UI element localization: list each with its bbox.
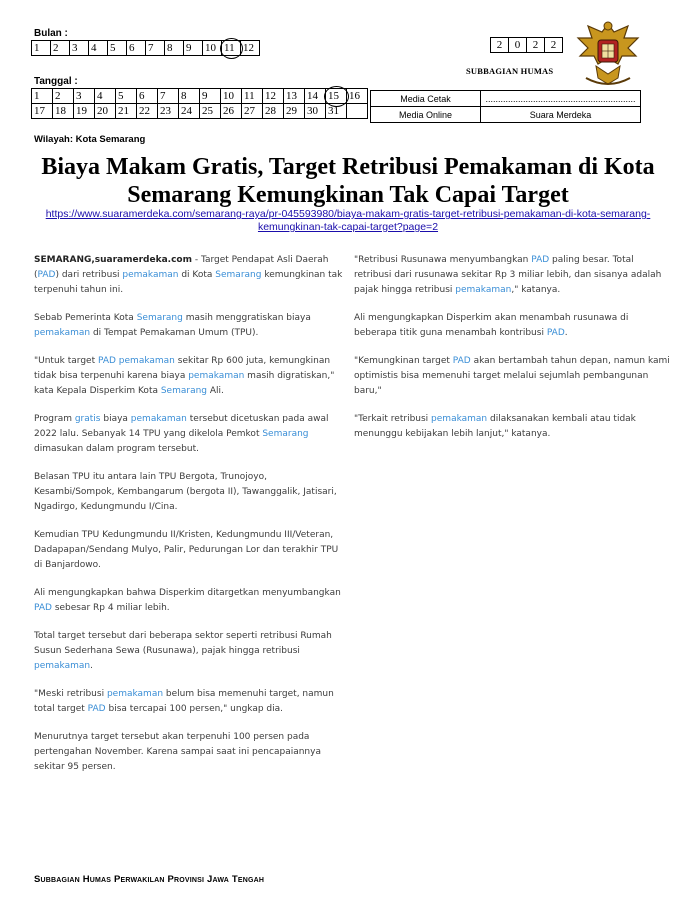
grid-cell	[347, 104, 368, 119]
keyword-link[interactable]: pemakaman	[130, 414, 187, 424]
text-span: paling besar. Total retribusi dari rusunawa sekitar Rp 3 miliar lebih, dan sisanya adalah pajak hingga retribusi	[354, 255, 662, 295]
grid-cell: 12	[241, 41, 260, 56]
text-span: Sebab Pemerinta Kota	[34, 313, 137, 323]
grid-cell: 14	[305, 89, 326, 104]
grid-cell: 5	[108, 41, 127, 56]
grid-cell: 10	[203, 41, 222, 56]
grid-cell: 24	[179, 104, 200, 119]
grid-cell: 16	[347, 89, 368, 104]
text-span: Belasan TPU itu antara lain TPU Bergota, Trunojoyo, Kesambi/Sompok, Kembangarum (bergota II), Tawanggalik, Jatisari, Ngadirgo, Kedungmundu I/Cina.	[34, 472, 337, 512]
grid-cell: 1	[32, 89, 53, 104]
selection-circle	[220, 38, 243, 59]
keyword-link[interactable]: pemakaman	[188, 371, 245, 381]
grid-cell: 3	[70, 41, 89, 56]
article-column-left	[34, 253, 346, 788]
keyword-link[interactable]: pemakaman	[431, 414, 488, 424]
keyword-link[interactable]: gratis	[74, 414, 101, 424]
grid-cell: 13	[284, 89, 305, 104]
media-cetak-value: ............................................................	[481, 91, 641, 107]
text-span: SEMARANG,suaramerdeka.com	[34, 255, 192, 265]
wilayah-label: Wilayah: Kota Semarang	[34, 134, 146, 145]
text-span: Kemudian TPU Kedungmundu II/Kristen, Kedungmundu III/Veteran, Dadapapan/Sendang Mulyo, Palir, Pedurungan Lor dan terakhir TPU di Banjardowo.	[34, 530, 339, 570]
article-paragraph	[34, 730, 346, 775]
article-paragraph	[34, 586, 346, 616]
keyword-link[interactable]: Semarang	[215, 270, 262, 280]
tanggal-label: Tanggal :	[34, 76, 78, 87]
text-span: Total target tersebut dari beberapa sektor seperti retribusi Rumah Susun Sederhana Sewa (Rusunawa), pajak hingga retribusi	[34, 631, 332, 656]
text-span: dimasukan dalam program tersebut.	[34, 444, 199, 454]
text-span: masih digratiskan," kata Kepala Disperkim Kota	[34, 371, 335, 396]
grid-cell: 25	[200, 104, 221, 119]
text-span: dilaksanakan kembali atau tidak menunggu kebijakan lebih lanjut," katanya.	[354, 414, 636, 439]
selection-circle	[324, 86, 349, 107]
grid-cell: 7	[146, 41, 165, 56]
text-span: Menurutnya target tersebut akan terpenuhi 100 persen pada pertengahan November. Karena sampai saat ini pencapaiannya sekitar 95 persen.	[34, 732, 321, 772]
text-span: .	[564, 328, 568, 338]
keyword-link[interactable]: PAD	[546, 328, 565, 338]
grid-cell: 11	[222, 41, 241, 56]
text-span: Ali mengungkapkan bahwa Disperkim ditargetkan menyumbangkan	[34, 588, 341, 598]
article-paragraph	[354, 253, 672, 298]
keyword-link[interactable]: Semarang	[262, 429, 309, 439]
grid-cell: 1	[32, 41, 51, 56]
text-span: sebesar Rp 4 miliar lebih.	[51, 603, 170, 613]
article-paragraph	[34, 354, 346, 399]
keyword-link[interactable]: PAD	[34, 603, 52, 613]
grid-cell: 15	[326, 89, 347, 104]
keyword-link[interactable]: Semarang	[160, 386, 208, 396]
keyword-link[interactable]: pemakaman	[118, 356, 175, 366]
keyword-link[interactable]: PAD	[37, 270, 56, 280]
keyword-link[interactable]: PAD	[97, 356, 116, 366]
article-paragraph	[34, 311, 346, 341]
text-span: "Retribusi Rusunawa menyumbangkan	[354, 255, 532, 265]
grid-cell: 8	[165, 41, 184, 56]
grid-cell: 18	[53, 104, 74, 119]
grid-cell: 8	[179, 89, 200, 104]
media-table	[370, 90, 641, 123]
text-span: ," katanya.	[511, 285, 561, 295]
text-span: .	[90, 661, 93, 671]
text-span: kemungkinan tak terpenuhi tahun ini.	[34, 270, 343, 295]
year-box	[490, 37, 563, 53]
grid-cell: 2	[53, 89, 74, 104]
article-paragraph	[354, 354, 672, 399]
grid-cell: 3	[74, 89, 95, 104]
grid-cell: 10	[221, 89, 242, 104]
article-paragraph	[34, 253, 346, 298]
media-cetak-label: Media Cetak	[371, 91, 481, 107]
year-digit: 2	[545, 38, 563, 53]
text-span: akan bertambah tahun depan, namun kami optimistis bisa memenuhi target melalui sejumlah pembangunan baru,"	[354, 356, 670, 396]
grid-cell: 19	[74, 104, 95, 119]
text-span: sekitar Rp 600 juta, kemungkinan tidak bisa terpenuhi karena biaya	[34, 356, 331, 381]
media-online-label: Media Online	[371, 107, 481, 123]
keyword-link[interactable]: pemakaman	[34, 661, 91, 671]
office-label: SUBBAGIAN HUMAS	[466, 66, 554, 76]
keyword-link[interactable]: pemakaman	[455, 285, 512, 295]
grid-cell: 21	[116, 104, 137, 119]
keyword-link[interactable]: Semarang	[136, 313, 183, 323]
text-span: biaya	[100, 414, 131, 424]
keyword-link[interactable]: pemakaman	[34, 328, 91, 338]
footer-office: Subbagian Humas Perwakilan Provinsi Jawa Tengah	[34, 874, 265, 885]
text-span: Program	[34, 414, 75, 424]
grid-cell: 4	[95, 89, 116, 104]
text-span: masih menggratiskan biaya	[182, 313, 311, 323]
grid-cell: 6	[127, 41, 146, 56]
grid-cell: 29	[284, 104, 305, 119]
text-span: "Terkait retribusi	[354, 414, 432, 424]
keyword-link[interactable]: pemakaman	[106, 689, 164, 699]
grid-cell: 7	[158, 89, 179, 104]
article-paragraph	[34, 687, 346, 717]
date-grid	[31, 88, 368, 119]
grid-cell: 5	[116, 89, 137, 104]
text-span: tersebut dicetuskan pada awal 2022 lalu. Sebanyak 14 TPU yang dikelola Pemkot	[34, 414, 329, 439]
keyword-link[interactable]: PAD	[452, 356, 471, 366]
article-paragraph	[354, 412, 672, 442]
article-url-link[interactable]: https://www.suaramerdeka.com/semarang-raya/pr-045593980/biaya-makam-gratis-target-retribusi-pemakaman-di-kota-semarang-kemungkinan-tak-capai-target?page=2	[45, 208, 651, 233]
article-column-right	[354, 253, 672, 455]
garuda-emblem-icon	[574, 18, 642, 90]
grid-cell: 26	[221, 104, 242, 119]
grid-cell: 17	[32, 104, 53, 119]
grid-cell: 27	[242, 104, 263, 119]
text-span: "Kemungkinan target	[354, 356, 453, 366]
grid-cell: 30	[305, 104, 326, 119]
article-title: Biaya Makam Gratis, Target Retribusi Pemakaman di Kota Semarang Kemungkinan Tak Capai Target	[41, 154, 655, 208]
text-span: "Untuk target	[34, 356, 98, 366]
grid-cell: 20	[95, 104, 116, 119]
article-paragraph	[34, 470, 346, 515]
year-digit: 0	[509, 38, 527, 53]
text-span: di Kota	[178, 270, 216, 280]
text-span: - Target Pendapat Asli Daerah (	[34, 255, 329, 280]
grid-cell: 4	[89, 41, 108, 56]
media-online-value: Suara Merdeka	[481, 107, 641, 123]
text-span: Ali.	[207, 386, 224, 396]
text-span: belum bisa memenuhi target, namun total target	[34, 689, 334, 714]
bulan-label: Bulan :	[34, 28, 68, 39]
year-digit: 2	[527, 38, 545, 53]
grid-cell: 12	[263, 89, 284, 104]
grid-cell: 28	[263, 104, 284, 119]
grid-cell: 11	[242, 89, 263, 104]
article-paragraph	[34, 629, 346, 674]
grid-cell: 9	[184, 41, 203, 56]
grid-cell: 22	[137, 104, 158, 119]
text-span: "Meski retribusi	[34, 689, 107, 699]
article-paragraph	[34, 412, 346, 457]
grid-cell: 6	[137, 89, 158, 104]
article-paragraph	[354, 311, 672, 341]
grid-cell: 23	[158, 104, 179, 119]
year-digit: 2	[491, 38, 509, 53]
grid-cell: 31	[326, 104, 347, 119]
text-span: di Tempat Pemakaman Umum (TPU).	[90, 328, 259, 338]
grid-cell: 9	[200, 89, 221, 104]
text-span: ) dari retribusi	[55, 270, 123, 280]
keyword-link[interactable]: PAD	[531, 255, 550, 265]
text-span: bisa tercapai 100 persen," ungkap dia.	[105, 704, 284, 714]
grid-cell: 2	[51, 41, 70, 56]
article-paragraph	[34, 528, 346, 573]
keyword-link[interactable]: pemakaman	[122, 270, 179, 280]
text-span: Ali mengungkapkan Disperkim akan menambah rusunawa di beberapa titik guna menambah kontribusi	[354, 313, 629, 338]
keyword-link[interactable]: PAD	[87, 704, 106, 714]
